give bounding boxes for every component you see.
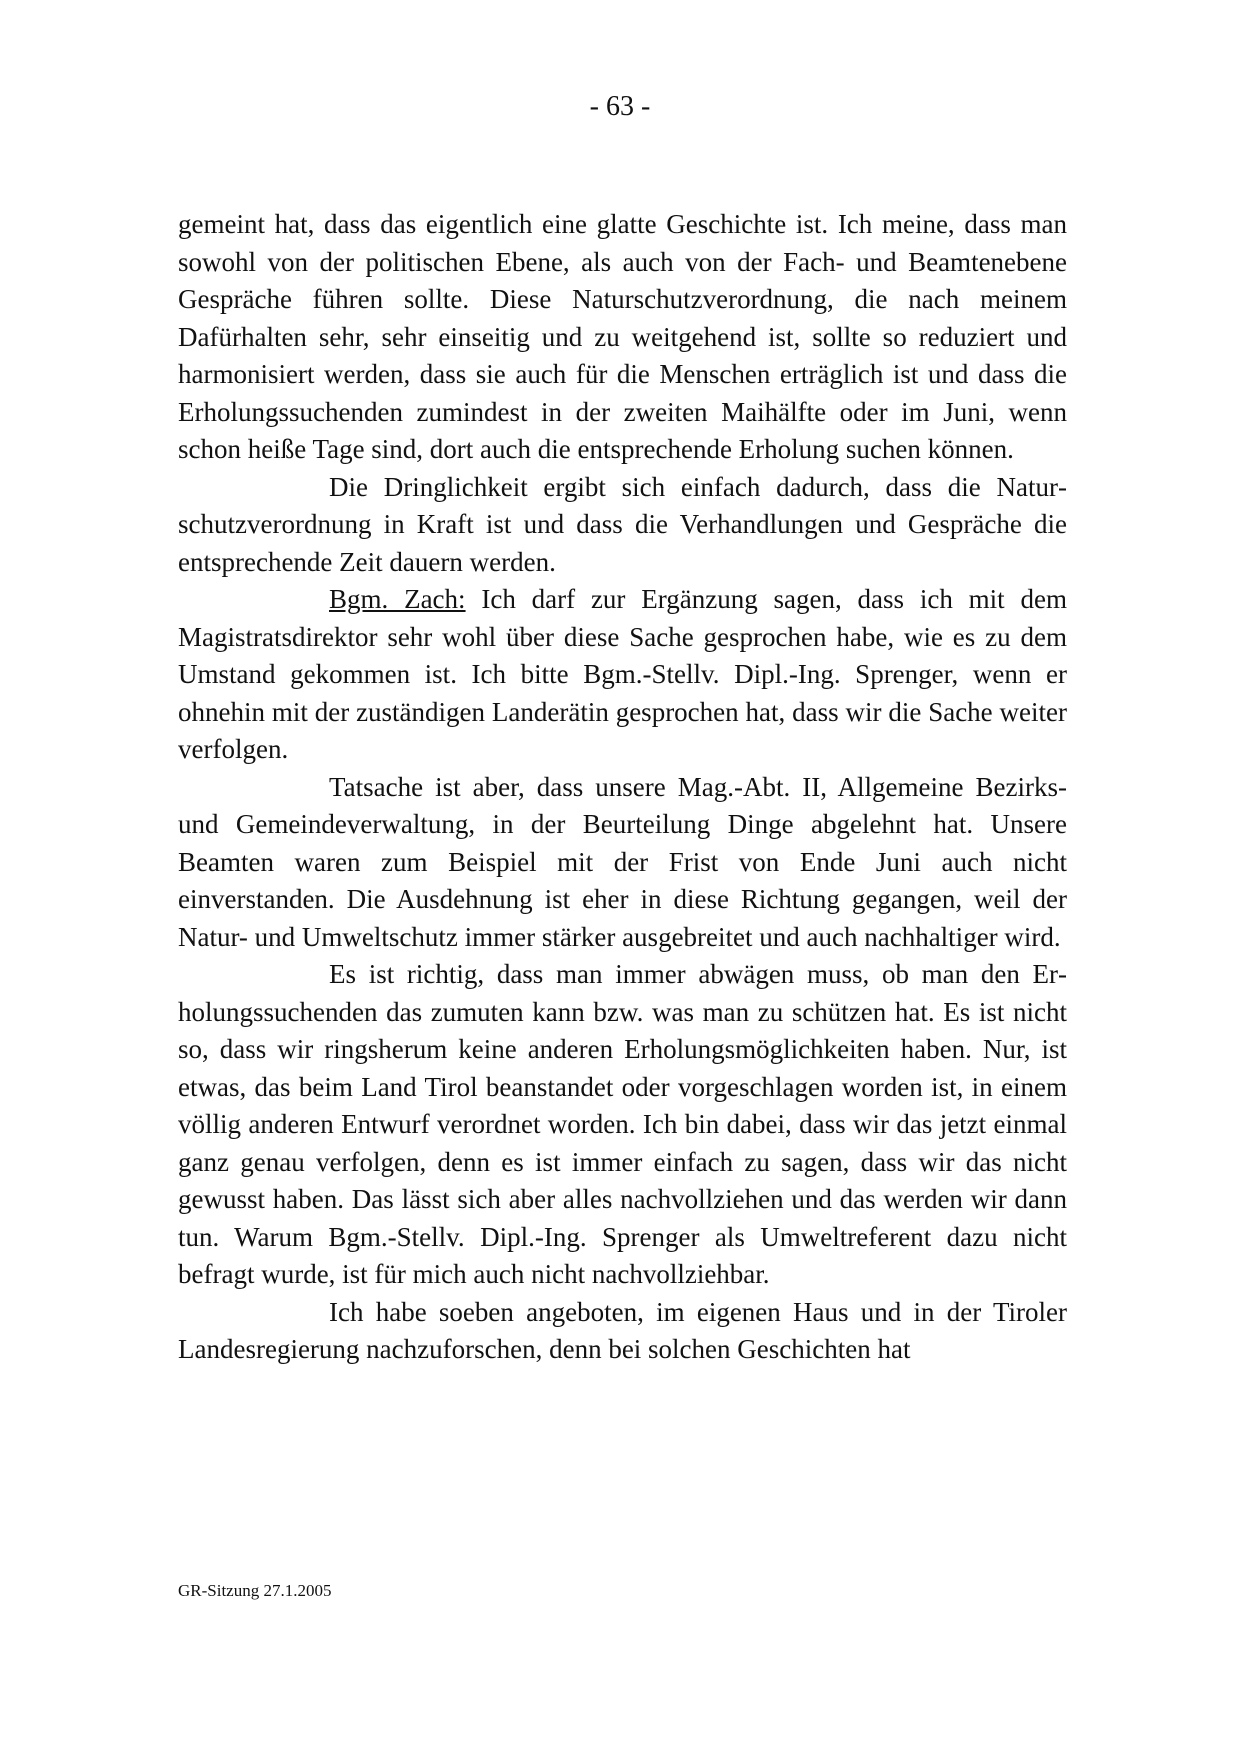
speaker-name: Bgm. Zach: (329, 584, 466, 614)
paragraph: Es ist richtig, dass man immer abwägen muss, ob man den Erholungssuchenden das zumuten kann bzw. was man zu schützen hat. Es ist nicht so, dass wir ringsherum keine anderen Erholungsmöglichkeiten haben. Nur, ist etwas, das beim Land Tirol beanstandet oder vorgeschlagen worden ist, in einem völlig anderen Entwurf verordnet worden. Ich bin dabei, dass wir das jetzt einmal ganz genau verfolgen, denn es ist immer einfach zu sagen, dass wir das nicht gewusst haben. Das lässt sich aber alles nachvollziehen und das werden wir dann tun. Warum Bgm.-Stellv. Dipl.-Ing. Sprenger als Umweltreferent dazu nicht befragt wurde, ist für mich auch nicht nachvollziehbar. (178, 959, 1067, 1289)
paragraph: Ich habe soeben angeboten, im eigenen Haus und in der Tiroler Landesregierung nachzuforschen, denn bei solchen Geschichten hat (178, 1296, 1067, 1364)
paragraph-text: Ich darf zur Ergänzung sagen, dass ich mit dem Magistratsdirektor sehr wohl über diese Sache gesprochen habe, wie es zu dem Umstand gekommen ist. Ich bitte Bgm.-Stellv. Dipl.-Ing. Sprenger, wenn er ohnehin mit der zuständigen Landerätin gesprochen hat, dass wir die Sache weiter verfolgen. (178, 584, 1067, 764)
paragraph: Tatsache ist aber, dass unsere Mag.-Abt. II, Allgemeine Bezirks- und Gemeindeverwaltung, in der Beurteilung Dinge abgelehnt hat. Unsere Beamten waren zum Beispiel mit der Frist von Ende Juni auch nicht einverstanden. Die Ausdehnung ist eher in diese Richtung gegangen, weil der Natur- und Umweltschutz immer stärker ausgebreitet und auch nachhaltiger wird. (178, 771, 1067, 952)
page-number: - 63 - (589, 91, 651, 122)
paragraph: gemeint hat, dass das eigentlich eine glatte Geschichte ist. Ich meine, dass man sowohl von der politischen Ebene, als auch von der Fach- und Beamtenebene Gespräche führen sollte. Diese Naturschutzverordnung, die nach meinem Dafürhalten sehr, sehr einseitig und zu weitgehend ist, sollte so reduziert und harmonisiert werden, dass sie auch für die Menschen erträglich ist und dass die Erholungssuchenden zumindest in der zweiten Maihälfte oder im Juni, wenn schon heiße Tage sind, dort auch die entsprechende Erholung suchen können. (178, 209, 1067, 464)
document-body (178, 206, 1067, 1369)
footer-session-date: GR-Sitzung 27.1.2005 (178, 1581, 332, 1600)
paragraph (178, 581, 1067, 769)
paragraph: Die Dringlichkeit ergibt sich einfach dadurch, dass die Naturschutzverordnung in Kraft ist und dass die Verhandlungen und Gespräche die entsprechende Zeit dauern werden. (178, 471, 1067, 577)
